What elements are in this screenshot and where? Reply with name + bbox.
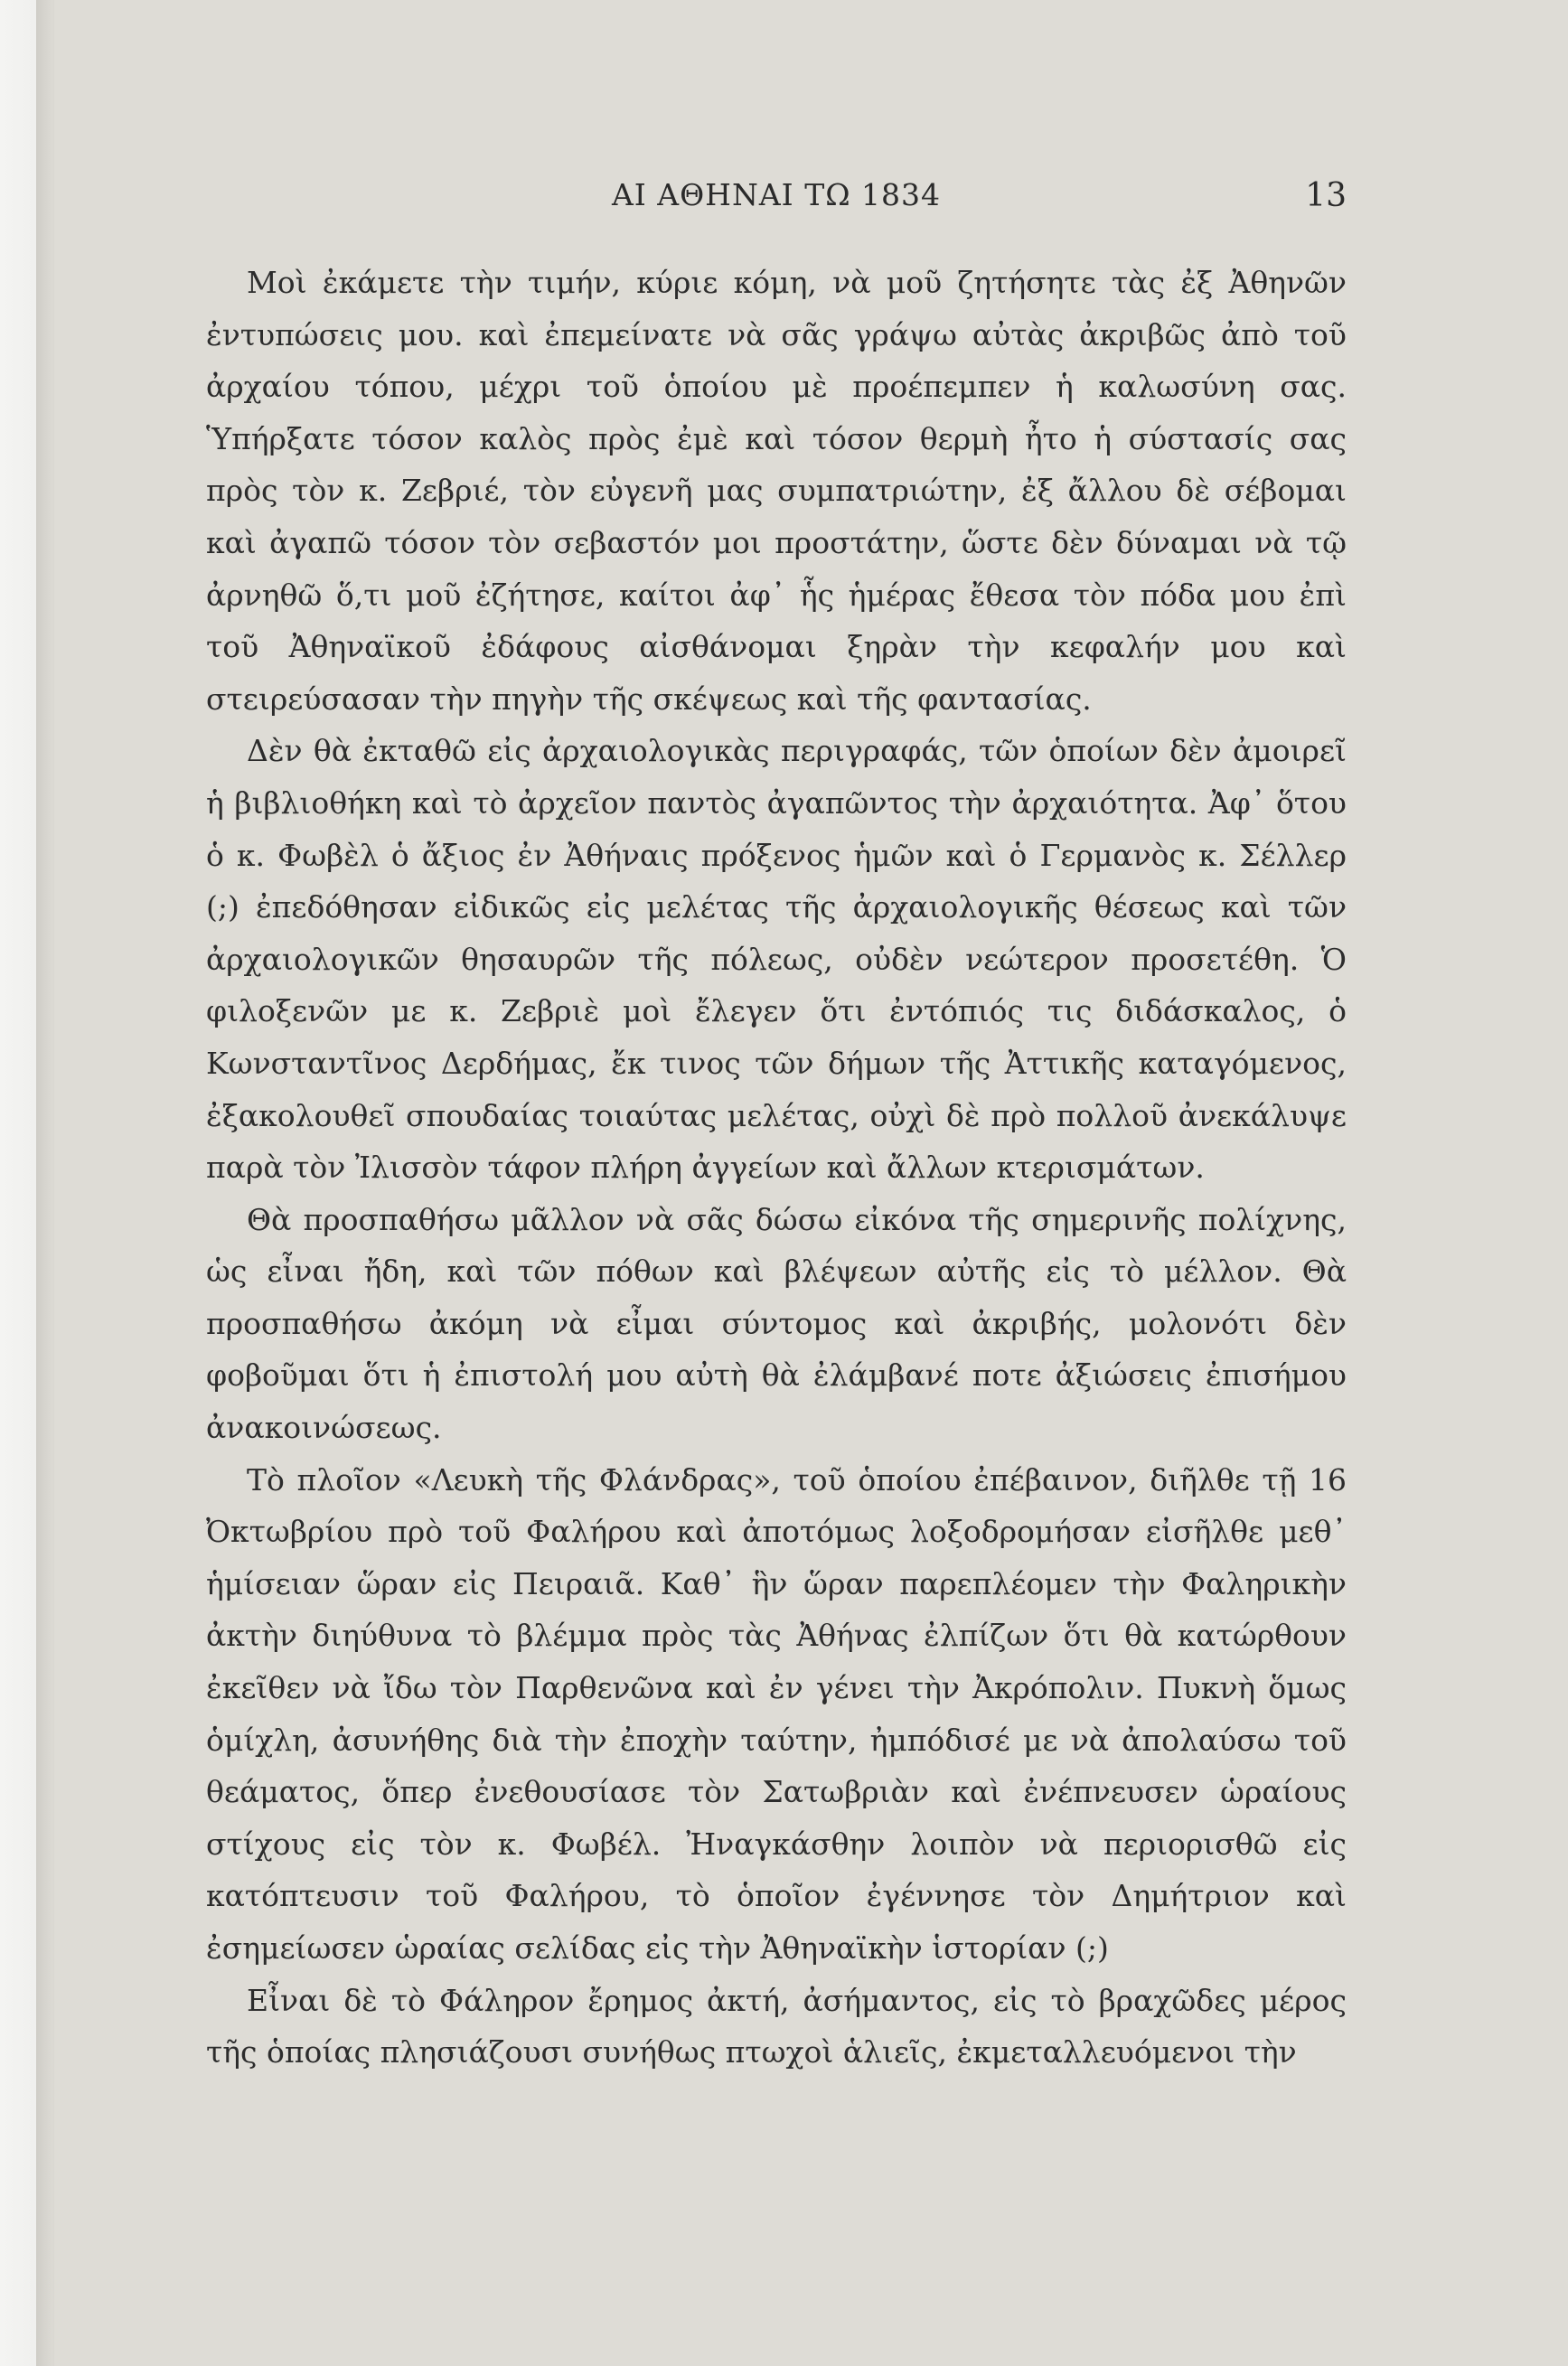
paragraph: Μοὶ ἐκάμετε τὴν τιμήν, κύριε κόμη, νὰ μοῦ ζητήσητε τὰς ἐξ Ἀθηνῶν ἐντυπώσεις μου. καὶ ἐπεμείνατε νὰ σᾶς γράψω αὐτὰς ἀκριβῶς ἀπὸ τοῦ ἀρχαίου τόπου, μέχρι τοῦ ὁποίου μὲ προέπεμπεν ἡ καλωσύνη σας. Ὑπήρξατε τόσον καλὸς πρὸς ἐμὲ καὶ τόσον θερμὴ ἦτο ἡ σύστασίς σας πρὸς τὸν κ. Ζεβριέ, τὸν εὐγενῆ μας συμπατριώτην, ἐξ ἄλλου δὲ σέβομαι καὶ ἀγαπῶ τόσον τὸν σεβαστόν μοι προστάτην, ὥστε δὲν δύναμαι νὰ τῷ ἀρνηθῶ ὅ,τι μοῦ ἐζήτησε, καίτοι ἀφ᾽ ἧς ἡμέρας ἔθεσα τὸν πόδα μου ἐπὶ τοῦ Ἀθηναϊκοῦ ἐδάφους αἰσθάνομαι ξηρὰν τὴν κεφαλήν μου καὶ στειρεύσασαν τὴν πηγὴν τῆς σκέψεως καὶ τῆς φαντασίας. — [206, 265, 1347, 717]
page-body — [206, 257, 1347, 2079]
running-title: ΑΙ ΑΘΗΝΑΙ ΤΩ 1834 — [611, 177, 942, 212]
paragraph: Δὲν θὰ ἐκταθῶ εἰς ἀρχαιολογικὰς περιγραφάς, τῶν ὁποίων δὲν ἀμοιρεῖ ἡ βιβλιοθήκη καὶ τὸ ἀρχεῖον παντὸς ἀγαπῶντος τὴν ἀρχαιότητα. Ἀφ᾽ ὅτου ὁ κ. Φωβὲλ ὁ ἄξιος ἐν Ἀθήναις πρόξενος ἡμῶν καὶ ὁ Γερμανὸς κ. Σέλλερ (;) ἐπεδόθησαν εἰδικῶς εἰς μελέτας τῆς ἀρχαιολογικῆς θέσεως καὶ τῶν ἀρχαιολογικῶν θησαυρῶν τῆς πόλεως, οὐδὲν νεώτερον προσετέθη. Ὁ φιλοξενῶν με κ. Ζεβριὲ μοὶ ἔλεγεν ὅτι ἐντόπιός τις διδάσκαλος, ὁ Κωνσταντῖνος Δερδήμας, ἔκ τινος τῶν δήμων τῆς Ἀττικῆς καταγόμενος, ἐξακολουθεῖ σπουδαίας τοιαύτας μελέτας, οὐχὶ δὲ πρὸ πολλοῦ ἀνεκάλυψε παρὰ τὸν Ἰλισσὸν τάφον πλήρη ἀγγείων καὶ ἄλλων κτερισμάτων. — [206, 733, 1347, 1186]
running-header — [206, 177, 1347, 222]
page-number: 13 — [1305, 177, 1347, 214]
gutter-edge — [36, 0, 52, 2366]
paragraph: Θὰ προσπαθήσω μᾶλλον νὰ σᾶς δώσω εἰκόνα τῆς σημερινῆς πολίχνης, ὡς εἶναι ἤδη, καὶ τῶν πόθων καὶ βλέψεων αὐτῆς εἰς τὸ μέλλον. Θὰ προσπαθήσω ἀκόμη νὰ εἶμαι σύντομος καὶ ἀκριβής, μολονότι δὲν φοβοῦμαι ὅτι ἡ ἐπιστολή μου αὐτὴ θὰ ἐλάμβανέ ποτε ἀξιώσεις ἐπισήμου ἀνακοινώσεως. — [206, 1201, 1347, 1446]
paragraph: Εἶναι δὲ τὸ Φάληρον ἔρημος ἀκτή, ἀσήμαντος, εἰς τὸ βραχῶδες μέρος τῆς ὁποίας πλησιάζουσι συνήθως πτωχοὶ ἁλιεῖς, ἐκμεταλλευόμενοι τὴν — [206, 1982, 1347, 2070]
paragraph: Τὸ πλοῖον «Λευκὴ τῆς Φλάνδρας», τοῦ ὁποίου ἐπέβαινον, διῆλθε τῇ 16 Ὀκτωβρίου πρὸ τοῦ Φαλήρου καὶ ἀποτόμως λοξοδρομήσαν εἰσῆλθε μεθ᾽ ἡμίσειαν ὥραν εἰς Πειραιᾶ. Καθ᾽ ἣν ὥραν παρεπλέομεν τὴν Φαληρικὴν ἀκτὴν διηύθυνα τὸ βλέμμα πρὸς τὰς Ἀθήνας ἐλπίζων ὅτι θὰ κατώρθουν ἐκεῖθεν νὰ ἴδω τὸν Παρθενῶνα καὶ ἐν γένει τὴν Ἀκρόπολιν. Πυκνὴ ὅμως ὁμίχλη, ἀσυνήθης διὰ τὴν ἐποχὴν ταύτην, ἠμπόδισέ με νὰ ἀπολαύσω τοῦ θεάματος, ὅπερ ἐνεθουσίασε τὸν Σατωβριὰν καὶ ἐνέπνευσεν ὡραίους στίχους εἰς τὸν κ. Φωβέλ. Ἠναγκάσθην λοιπὸν νὰ περιορισθῶ εἰς κατόπτευσιν τοῦ Φαλήρου, τὸ ὁποῖον ἐγέννησε τὸν Δημήτριον καὶ ἐσημείωσεν ὡραίας σελίδας εἰς τὴν Ἀθηναϊκὴν ἱστορίαν (;) — [206, 1461, 1347, 1966]
